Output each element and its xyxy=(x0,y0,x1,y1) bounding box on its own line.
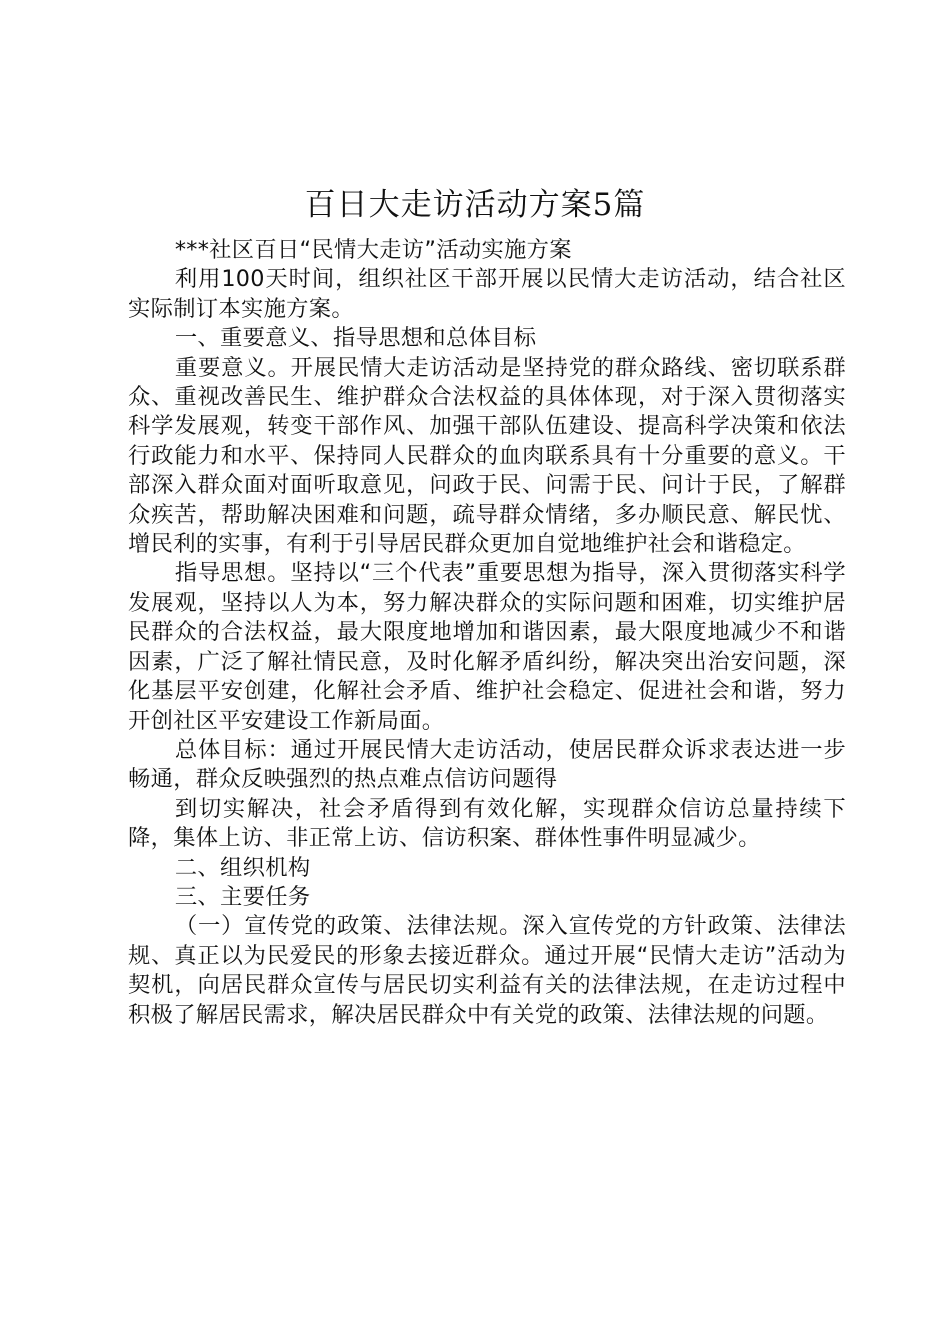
paragraph-overall-goal-continued: 到切实解决，社会矛盾得到有效化解，实现群众信访总量持续下降，集体上访、非正常上访、信访积案、群体性事件明显减少。 xyxy=(128,795,846,852)
section-heading-1: 一、重要意义、指导思想和总体目标 xyxy=(174,325,537,352)
paragraph-subtitle: ***社区百日“民情大走访”活动实施方案 xyxy=(174,237,572,263)
section-heading-3: 三、主要任务 xyxy=(174,883,311,910)
paragraph-intro: 利用100天时间，组织社区干部开展以民情大走访活动，结合社区实际制订本实施方案。 xyxy=(128,266,846,322)
document-title: 百日大走访活动方案5篇 xyxy=(304,187,646,223)
document-body xyxy=(128,236,846,1030)
paragraph-guiding-ideology: 指导思想。坚持以“三个代表”重要思想为指导，深入贯彻落实科学发展观，坚持以人为本，努力解决群众的实际问题和困难，切实维护居民群众的合法权益，最大限度地增加和谐因素，最大限度地减少不和谐因素，广泛了解社情民意，及时化解矛盾纠纷，解决突出治安问题，深化基层平安创建，化解社会矛盾、维护社会稳定、促进社会和谐，努力开创社区平安建设工作新局面。 xyxy=(128,560,846,734)
paragraph-task-1: （一）宣传党的政策、法律法规。深入宣传党的方针政策、法律法规、真正以为民爱民的形象去接近群众。通过开展“民情大走访”活动为契机，向居民群众宣传与居民切实利益有关的法律法规，在走访过程中积极了解居民需求，解决居民群众中有关党的政策、法律法规的问题。 xyxy=(128,913,846,1028)
section-heading-2: 二、组织机构 xyxy=(174,854,311,881)
paragraph-overall-goal: 总体目标：通过开展民情大走访活动，使居民群众诉求表达进一步畅通，群众反映强烈的热点难点信访问题得 xyxy=(128,736,846,793)
paragraph-significance: 重要意义。开展民情大走访活动是坚持党的群众路线、密切联系群众、重视改善民生、维护群众合法权益的具体体现，对于深入贯彻落实科学发展观，转变干部作风、加强干部队伍建设、提高科学决策和依法行政能力和水平、保持同人民群众的血肉联系具有十分重要的意义。干部深入群众面对面听取意见，问政于民、问需于民、问计于民，了解群众疾苦，帮助解决困难和问题，疏导群众情绪，多办顺民意、解民忧、增民利的实事，有利于引导居民群众更加自觉地维护社会和谐稳定。 xyxy=(128,354,846,558)
